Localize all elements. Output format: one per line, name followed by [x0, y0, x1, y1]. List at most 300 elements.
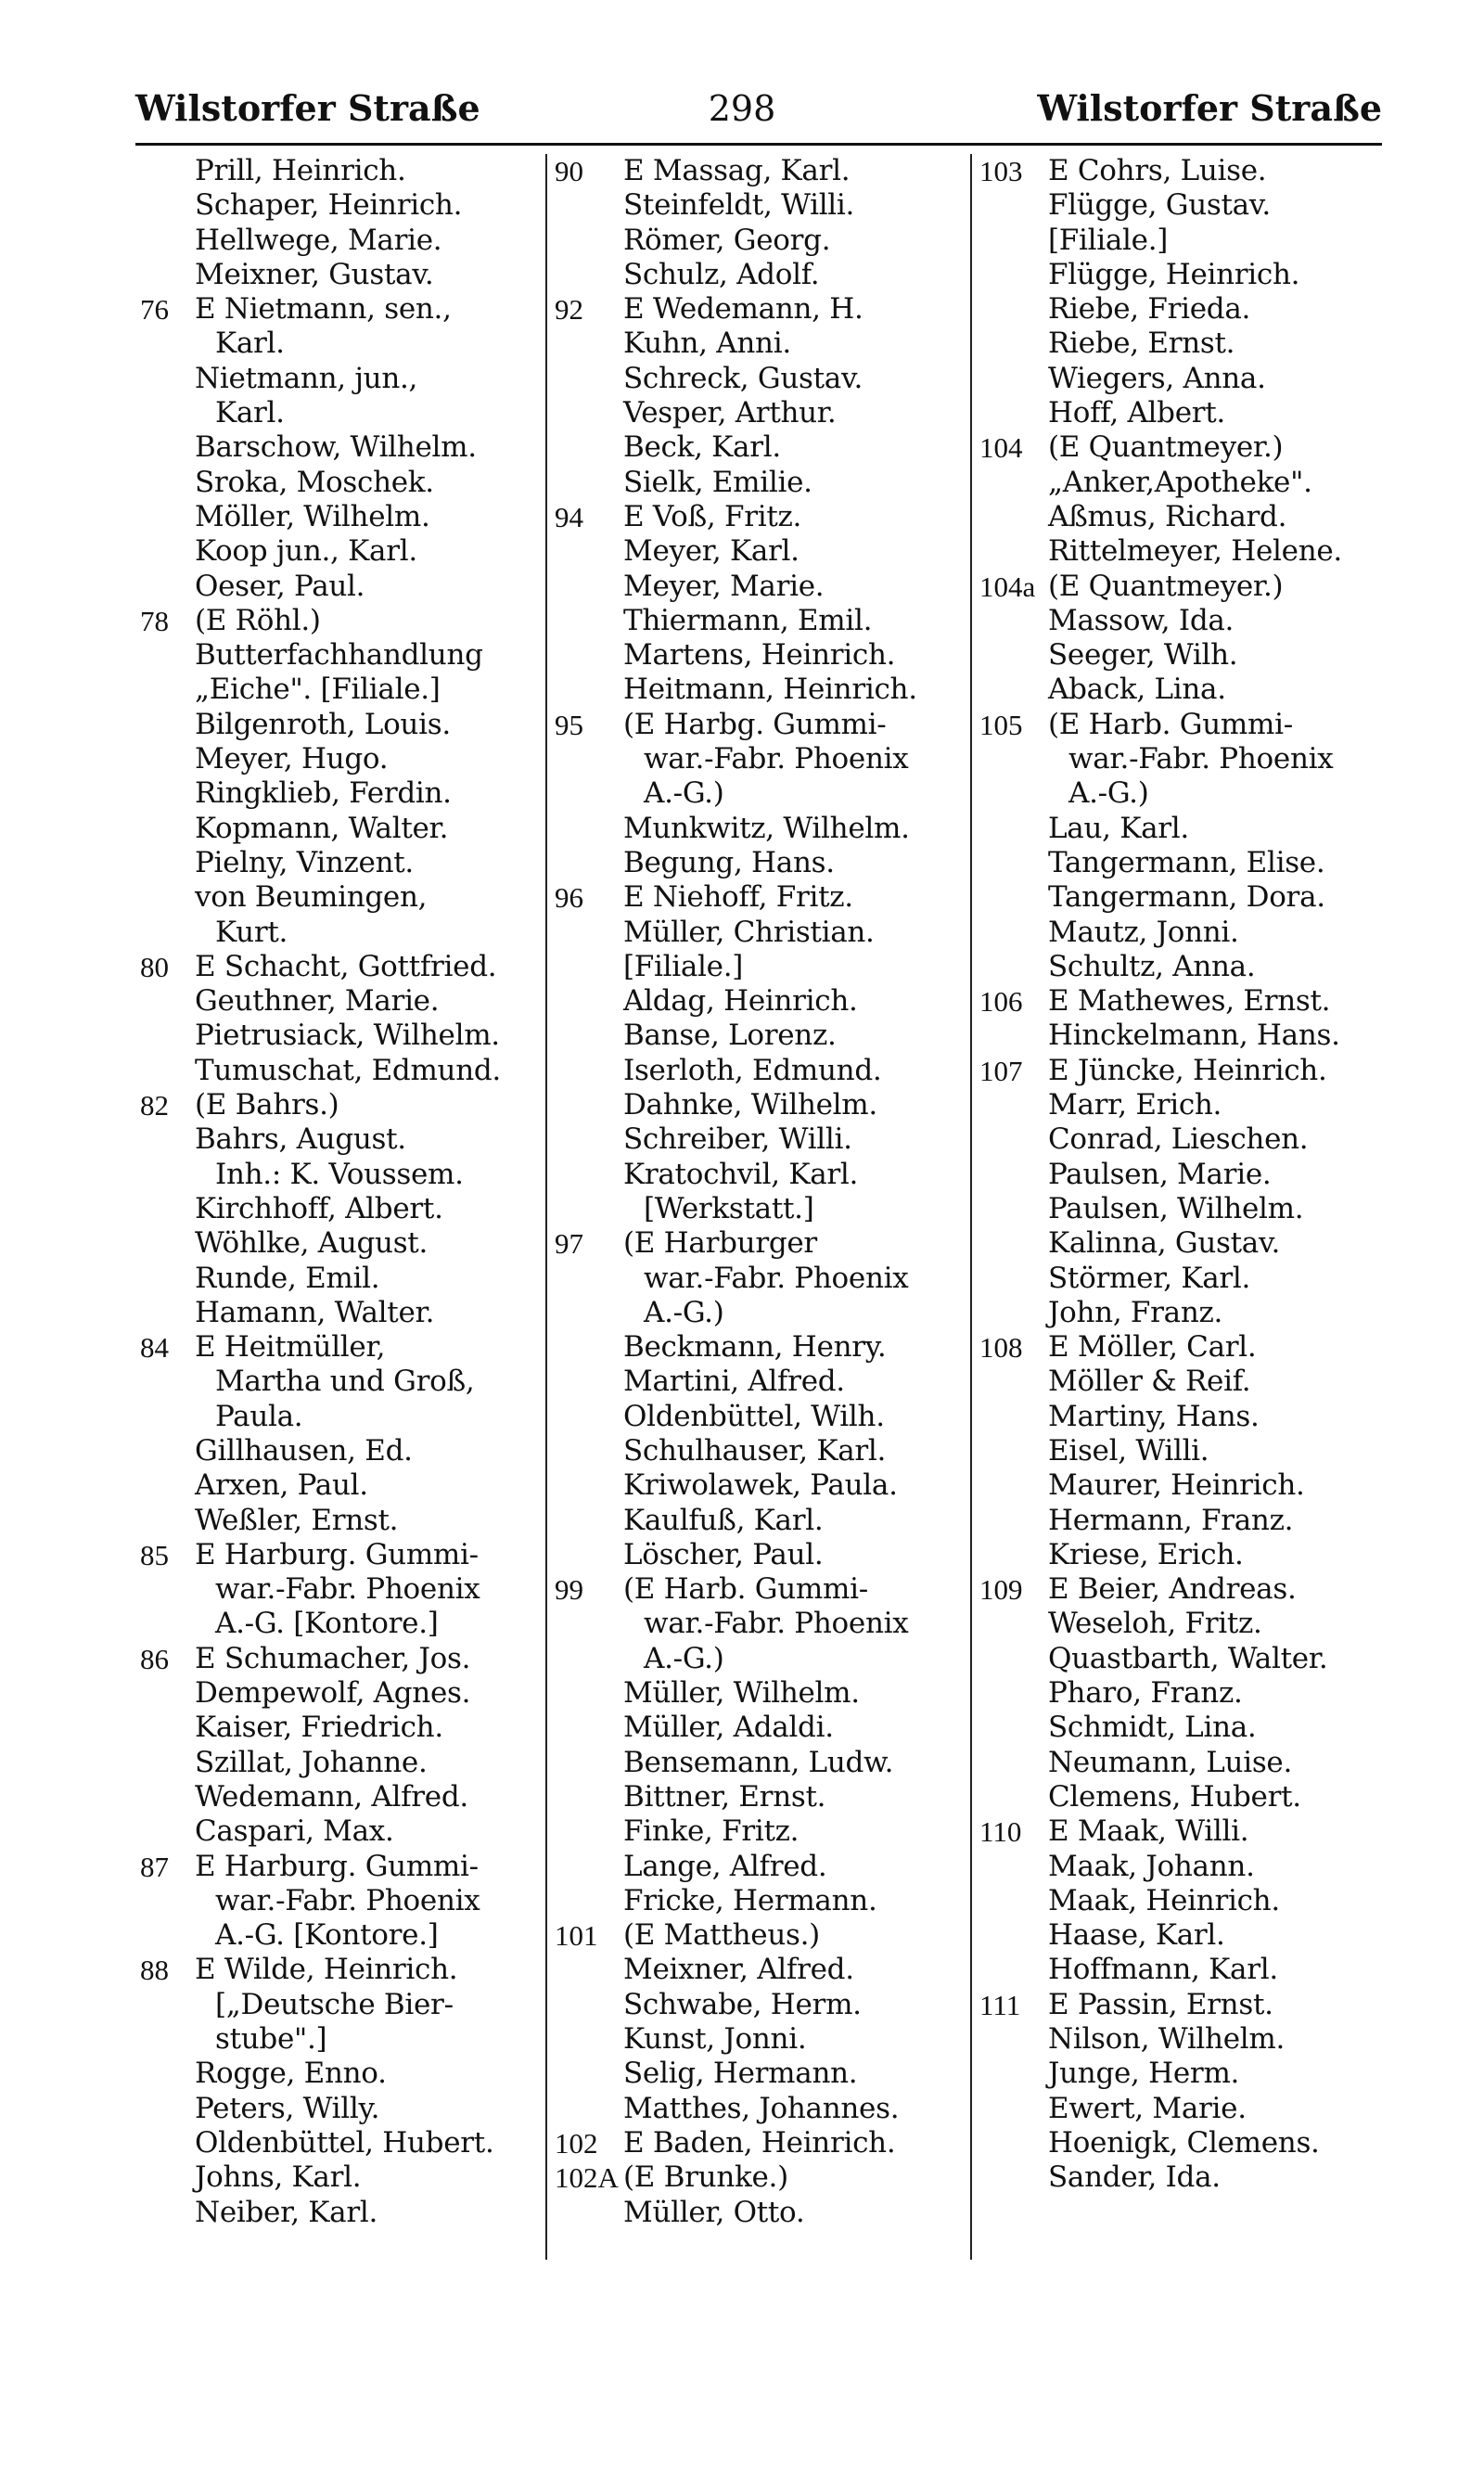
directory-entry	[547, 396, 976, 430]
entry-text: E Wilde, Heinrich.	[195, 1953, 458, 1987]
directory-entry	[119, 950, 550, 984]
directory-entry	[972, 258, 1393, 292]
entry-text: Riebe, Ernst.	[1048, 327, 1235, 361]
directory-entry	[119, 2160, 550, 2195]
directory-entry	[972, 1884, 1393, 1918]
directory-entry	[119, 396, 550, 430]
directory-entry	[119, 1504, 550, 1538]
directory-entry	[119, 776, 550, 811]
entry-text: Paulsen, Wilhelm.	[1048, 1191, 1304, 1225]
directory-entry	[972, 500, 1393, 534]
entry-text: Tangermann, Dora.	[1048, 880, 1325, 915]
entry-text: [Werkstatt.]	[644, 1191, 814, 1225]
entry-text: Maurer, Heinrich.	[1048, 1468, 1305, 1503]
entry-text: Schreck, Gustav.	[623, 361, 864, 395]
entry-text: Karl.	[215, 396, 285, 430]
entry-text: Wöhlke, August.	[195, 1226, 429, 1261]
directory-entry	[119, 1434, 550, 1468]
directory-entry	[972, 1814, 1393, 1849]
directory-entry	[972, 2092, 1393, 2126]
entry-text: Möller & Reif.	[1048, 1365, 1251, 1399]
directory-entry	[972, 1365, 1393, 1399]
directory-entry	[547, 1365, 976, 1399]
entry-text: Nilson, Wilhelm.	[1048, 2022, 1286, 2057]
entry-text: Meyer, Hugo.	[195, 742, 389, 776]
entry-text: Flügge, Heinrich.	[1048, 257, 1300, 291]
entry-text: Aldag, Heinrich.	[623, 984, 858, 1019]
entry-text: Tumuschat, Edmund.	[195, 1053, 501, 1087]
house-number: 94	[555, 500, 583, 533]
directory-entry	[547, 327, 976, 361]
directory-entry	[119, 1780, 550, 1814]
entry-text: Quastbarth, Walter.	[1048, 1641, 1328, 1675]
directory-entry	[547, 292, 976, 327]
directory-entry	[119, 362, 550, 396]
house-number: 102	[555, 2126, 598, 2160]
directory-entry	[119, 984, 550, 1019]
directory-entry	[547, 1262, 976, 1296]
entry-text: „Anker,Apotheke".	[1048, 465, 1312, 499]
directory-entry	[119, 1814, 550, 1849]
entry-text: Bilgenroth, Louis.	[195, 707, 451, 741]
column-2	[545, 154, 976, 2260]
directory-entry	[547, 1988, 976, 2022]
directory-entry	[972, 1400, 1393, 1434]
house-number: 99	[555, 1573, 583, 1607]
directory-entry	[547, 1192, 976, 1226]
directory-entry	[547, 1780, 976, 1814]
entry-text: Pielny, Vinzent.	[195, 845, 414, 879]
directory-entry	[547, 880, 976, 915]
entry-text: Schwabe, Herm.	[623, 1987, 862, 2021]
directory-entry	[972, 1850, 1393, 1884]
directory-entry	[547, 1122, 976, 1157]
directory-entry	[972, 1780, 1393, 1814]
directory-entry	[547, 2160, 976, 2195]
directory-entry	[972, 1262, 1393, 1296]
entry-text: Ringklieb, Ferdin.	[195, 776, 452, 811]
directory-entry	[547, 2092, 976, 2126]
house-number: 87	[140, 1850, 169, 1883]
directory-entry	[547, 1918, 976, 1953]
house-number: 95	[555, 708, 583, 741]
entry-text: Kratochvil, Karl.	[623, 1157, 859, 1191]
directory-entry	[119, 1884, 550, 1918]
directory-entry	[972, 1054, 1393, 1088]
directory-entry	[547, 1400, 976, 1434]
entry-text: Eisel, Willi.	[1048, 1433, 1209, 1468]
house-number: 104	[979, 431, 1023, 465]
entry-text: Haase, Karl.	[1048, 1918, 1225, 1953]
house-number: 97	[555, 1227, 583, 1261]
directory-entry	[119, 2196, 550, 2230]
directory-entry	[547, 812, 976, 846]
directory-entry	[972, 673, 1393, 707]
house-number: 92	[555, 293, 583, 327]
entry-text: war.-Fabr. Phoenix	[1068, 742, 1334, 776]
entry-text: Martha und Groß,	[215, 1365, 475, 1399]
entry-text: E Schumacher, Jos.	[195, 1641, 471, 1675]
house-number: 107	[979, 1054, 1023, 1087]
directory-entry	[547, 1884, 976, 1918]
directory-entry	[972, 1918, 1393, 1953]
entry-text: (E Quantmeyer.)	[1048, 430, 1284, 465]
house-number: 110	[979, 1815, 1022, 1849]
entry-text: Paula.	[215, 1399, 303, 1433]
entry-text: Maak, Johann.	[1048, 1849, 1255, 1883]
entry-text: Hoffmann, Karl.	[1048, 1953, 1278, 1987]
directory-entry	[972, 2057, 1393, 2091]
directory-entry	[547, 154, 976, 188]
directory-entry	[119, 604, 550, 638]
directory-entry	[547, 570, 976, 604]
entry-text: A.-G.)	[1068, 776, 1149, 811]
entry-text: A.-G.)	[644, 776, 724, 811]
directory-entry	[547, 1711, 976, 1745]
entry-text: Koop jun., Karl.	[195, 534, 417, 569]
entry-text: Dahnke, Wilhelm.	[623, 1088, 877, 1122]
directory-entry	[119, 1226, 550, 1261]
directory-entry	[972, 1296, 1393, 1330]
directory-entry	[547, 224, 976, 258]
directory-entry	[972, 1711, 1393, 1745]
entry-text: Lange, Alfred.	[623, 1849, 827, 1883]
directory-entry	[972, 846, 1393, 880]
directory-entry	[547, 1607, 976, 1641]
directory-entry	[972, 776, 1393, 811]
entry-text: E Schacht, Gottfried.	[195, 949, 497, 983]
entry-text: Ewert, Marie.	[1048, 2091, 1247, 2125]
entry-text: Schulz, Adolf.	[623, 257, 820, 291]
directory-entry	[972, 1642, 1393, 1676]
house-number: 108	[979, 1331, 1023, 1365]
directory-entry	[972, 224, 1393, 258]
entry-text: war.-Fabr. Phoenix	[644, 1261, 909, 1295]
house-number: 82	[140, 1089, 169, 1122]
entry-text: Aßmus, Richard.	[1048, 499, 1287, 533]
entry-text: E Möller, Carl.	[1048, 1330, 1257, 1365]
entry-text: Oldenbüttel, Hubert.	[195, 2125, 494, 2160]
directory-entry	[972, 570, 1393, 604]
entry-text: Geuthner, Marie.	[195, 984, 440, 1019]
directory-entry	[119, 742, 550, 776]
entry-text: (E Mattheus.)	[623, 1918, 820, 1953]
directory-entry	[119, 1607, 550, 1641]
directory-entry	[972, 362, 1393, 396]
house-number: 102A	[555, 2161, 619, 2195]
entry-text: Thiermann, Emil.	[623, 603, 873, 637]
header-street-left: Wilstorfer Straße	[135, 87, 480, 129]
entry-text: Kaulfuß, Karl.	[623, 1503, 824, 1537]
directory-entry	[972, 292, 1393, 327]
directory-entry	[972, 1434, 1393, 1468]
entry-text: Finke, Fritz.	[623, 1814, 800, 1849]
directory-entry	[119, 1676, 550, 1711]
entry-text: [„Deutsche Bier-	[215, 1987, 454, 2021]
entry-text: Kriese, Erich.	[1048, 1537, 1244, 1571]
directory-entry	[119, 1918, 550, 1953]
directory-entry	[119, 1746, 550, 1780]
entry-text: Wiegers, Anna.	[1048, 361, 1266, 395]
entry-text: E Jüncke, Heinrich.	[1048, 1053, 1327, 1087]
house-number: 86	[140, 1642, 169, 1675]
entry-text: Beck, Karl.	[623, 430, 781, 465]
entry-text: John, Franz.	[1048, 1295, 1223, 1329]
directory-entry	[972, 1538, 1393, 1572]
directory-entry	[119, 1088, 550, 1122]
entry-text: Karl.	[215, 327, 285, 361]
house-number: 84	[140, 1331, 169, 1365]
entry-text: Sielk, Emilie.	[623, 465, 812, 499]
directory-entry	[972, 2022, 1393, 2057]
entry-text: Szillat, Johanne.	[195, 1745, 428, 1779]
directory-entry	[972, 1088, 1393, 1122]
directory-entry	[547, 534, 976, 569]
directory-entry	[547, 1504, 976, 1538]
directory-entry	[547, 1538, 976, 1572]
entry-text: Schultz, Anna.	[1048, 949, 1256, 983]
directory-entry	[119, 188, 550, 223]
directory-entry	[119, 327, 550, 361]
directory-entry	[547, 362, 976, 396]
entry-text: Sroka, Moschek.	[195, 465, 434, 499]
directory-entry	[119, 1192, 550, 1226]
directory-entry	[972, 1158, 1393, 1192]
directory-entry	[972, 604, 1393, 638]
directory-entry	[119, 1054, 550, 1088]
entry-text: Flügge, Gustav.	[1048, 188, 1271, 223]
directory-entry	[119, 2126, 550, 2160]
directory-entry	[119, 880, 550, 915]
directory-entry	[547, 2057, 976, 2091]
directory-entry	[972, 430, 1393, 465]
entry-text: Tangermann, Elise.	[1048, 845, 1325, 879]
directory-entry	[547, 916, 976, 950]
directory-entry	[547, 846, 976, 880]
entry-text: A.-G. [Kontore.]	[215, 1607, 439, 1641]
directory-entry	[972, 950, 1393, 984]
entry-text: Hermann, Franz.	[1048, 1503, 1294, 1537]
directory-entry	[547, 984, 976, 1019]
directory-entry	[547, 2126, 976, 2160]
entry-text: Matthes, Johannes.	[623, 2091, 900, 2125]
entry-text: (E Röhl.)	[195, 603, 321, 637]
entry-text: Steinfeldt, Willi.	[623, 188, 855, 223]
entry-text: Meyer, Marie.	[623, 569, 825, 603]
entry-text: [Filiale.]	[1048, 223, 1169, 257]
header-street-right: Wilstorfer Straße	[1037, 87, 1382, 129]
entry-text: E Niehoff, Fritz.	[623, 880, 853, 915]
directory-entry	[119, 1953, 550, 1987]
directory-entry	[119, 154, 550, 188]
directory-entry	[972, 466, 1393, 500]
entry-text: Neumann, Luise.	[1048, 1745, 1293, 1779]
entry-text: Begung, Hans.	[623, 845, 835, 879]
directory-entry	[972, 638, 1393, 673]
entry-text: Oeser, Paul.	[195, 569, 365, 603]
house-number: 109	[979, 1573, 1023, 1607]
entry-text: Runde, Emil.	[195, 1261, 380, 1295]
directory-entry	[972, 1504, 1393, 1538]
directory-entry	[972, 327, 1393, 361]
directory-entry	[547, 1330, 976, 1365]
directory-entry	[119, 1988, 550, 2022]
house-number: 111	[979, 1988, 1021, 2021]
house-number: 103	[979, 155, 1023, 187]
entry-text: Paulsen, Marie.	[1048, 1157, 1272, 1191]
directory-entry	[972, 1607, 1393, 1641]
entry-text: Seeger, Wilh.	[1048, 638, 1238, 673]
house-number: 90	[555, 155, 583, 187]
entry-text: (E Harbg. Gummi-	[623, 707, 887, 741]
entry-text: Kunst, Jonni.	[623, 2022, 807, 2057]
entry-text: A.-G. [Kontore.]	[215, 1918, 439, 1953]
directory-entry	[972, 1226, 1393, 1261]
header-rule	[135, 143, 1382, 146]
entry-text: (E Brunke.)	[623, 2160, 788, 2195]
house-number: 76	[140, 293, 169, 327]
house-number: 105	[979, 708, 1023, 741]
entry-text: Schmidt, Lina.	[1048, 1711, 1257, 1745]
entry-text: Butterfachhandlung	[195, 638, 483, 673]
directory-entry	[119, 292, 550, 327]
directory-entry	[547, 604, 976, 638]
directory-entry	[119, 1262, 550, 1296]
entry-text: Gillhausen, Ed.	[195, 1433, 413, 1468]
directory-entry	[547, 500, 976, 534]
directory-entry	[972, 188, 1393, 223]
directory-entry	[119, 708, 550, 742]
entry-text: Meixner, Alfred.	[623, 1953, 854, 1987]
entry-text: Hoenigk, Clemens.	[1048, 2125, 1320, 2160]
entry-text: Pietrusiack, Wilhelm.	[195, 1019, 500, 1053]
directory-entry	[972, 812, 1393, 846]
entry-text: E Passin, Ernst.	[1048, 1987, 1273, 2021]
directory-entry	[119, 500, 550, 534]
directory-entry	[547, 1953, 976, 1987]
directory-entry	[547, 1468, 976, 1503]
directory-entry	[972, 708, 1393, 742]
directory-entry	[119, 2092, 550, 2126]
directory-entry	[972, 2126, 1393, 2160]
entry-text: Bahrs, August.	[195, 1122, 406, 1157]
directory-entry	[547, 950, 976, 984]
entry-text: E Voß, Fritz.	[623, 499, 802, 533]
entry-text: Banse, Lorenz.	[623, 1019, 837, 1053]
entry-text: (E Harb. Gummi-	[1048, 707, 1293, 741]
directory-entry	[972, 396, 1393, 430]
directory-entry	[119, 1572, 550, 1607]
directory-entry	[119, 1122, 550, 1157]
directory-entry	[547, 2196, 976, 2230]
directory-entry	[547, 466, 976, 500]
directory-entry	[972, 742, 1393, 776]
directory-entry	[547, 1850, 976, 1884]
entry-text: Müller, Adaldi.	[623, 1711, 834, 1745]
entry-text: Kalinna, Gustav.	[1048, 1226, 1281, 1261]
directory-entry	[547, 1814, 976, 1849]
directory-entry	[119, 258, 550, 292]
entry-text: Lau, Karl.	[1048, 811, 1189, 845]
entry-text: Schreiber, Willi.	[623, 1122, 852, 1157]
entry-text: A.-G.)	[644, 1295, 724, 1329]
column-1	[119, 154, 550, 2260]
entry-text: Müller, Christian.	[623, 915, 875, 949]
entry-text: [Filiale.]	[623, 949, 744, 983]
entry-text: Kopmann, Walter.	[195, 811, 449, 845]
directory-entry	[119, 1642, 550, 1676]
directory-entry	[119, 2057, 550, 2091]
entry-text: war.-Fabr. Phoenix	[644, 1607, 909, 1641]
entry-text: Junge, Herm.	[1048, 2057, 1240, 2091]
directory-entry	[547, 1676, 976, 1711]
directory-entry	[547, 1296, 976, 1330]
entry-text: Peters, Willy.	[195, 2091, 380, 2125]
entry-text: Meixner, Gustav.	[195, 257, 434, 291]
directory-entry	[547, 673, 976, 707]
entry-text: Beckmann, Henry.	[623, 1330, 887, 1365]
entry-text: Conrad, Lieschen.	[1048, 1122, 1309, 1157]
entry-text: Dempewolf, Agnes.	[195, 1676, 471, 1711]
directory-entry	[119, 916, 550, 950]
entry-text: Meyer, Karl.	[623, 534, 800, 569]
directory-entry	[547, 1642, 976, 1676]
entry-text: Selig, Hermann.	[623, 2057, 858, 2091]
entry-text: Marr, Erich.	[1048, 1088, 1222, 1122]
entry-text: Bittner, Ernst.	[623, 1779, 826, 1814]
entry-text: Hamann, Walter.	[195, 1295, 435, 1329]
entry-text: Kirchhoff, Albert.	[195, 1191, 443, 1225]
entry-text: E Harburg. Gummi-	[195, 1537, 479, 1571]
directory-entry	[972, 984, 1393, 1019]
directory-entry	[547, 2022, 976, 2057]
directory-entry	[547, 638, 976, 673]
entry-text: Martiny, Hans.	[1048, 1399, 1260, 1433]
entry-text: Störmer, Karl.	[1048, 1261, 1251, 1295]
entry-text: E Heitmüller,	[195, 1330, 386, 1365]
directory-entry	[972, 154, 1393, 188]
entry-text: E Mathewes, Ernst.	[1048, 984, 1331, 1019]
entry-text: Hinckelmann, Hans.	[1048, 1019, 1340, 1053]
entry-text: stube".]	[215, 2022, 327, 2057]
directory-entry	[972, 1019, 1393, 1053]
entry-text: Rogge, Enno.	[195, 2057, 387, 2091]
entry-text: E Cohrs, Luise.	[1048, 154, 1267, 187]
entry-text: Kriwolawek, Paula.	[623, 1468, 898, 1503]
directory-entry	[547, 1054, 976, 1088]
entry-text: E Wedemann, H.	[623, 292, 864, 327]
directory-entry	[547, 1434, 976, 1468]
directory-entry	[119, 1158, 550, 1192]
directory-entry	[119, 2022, 550, 2057]
directory-entry	[119, 534, 550, 569]
entry-text: Bensemann, Ludw.	[623, 1745, 894, 1779]
directory-entry	[119, 224, 550, 258]
directory-entry	[547, 742, 976, 776]
directory-entry	[119, 846, 550, 880]
house-number: 88	[140, 1954, 169, 1987]
directory-entry	[119, 1365, 550, 1399]
directory-entry	[119, 1850, 550, 1884]
entry-text: Johns, Karl.	[195, 2160, 362, 2195]
directory-entry	[547, 776, 976, 811]
entry-text: Aback, Lina.	[1048, 673, 1226, 707]
entry-text: Vesper, Arthur.	[623, 396, 837, 430]
directory-entry	[119, 1711, 550, 1745]
directory-entry	[119, 812, 550, 846]
entry-text: Kuhn, Anni.	[623, 327, 791, 361]
entry-text: Hoff, Albert.	[1048, 396, 1225, 430]
